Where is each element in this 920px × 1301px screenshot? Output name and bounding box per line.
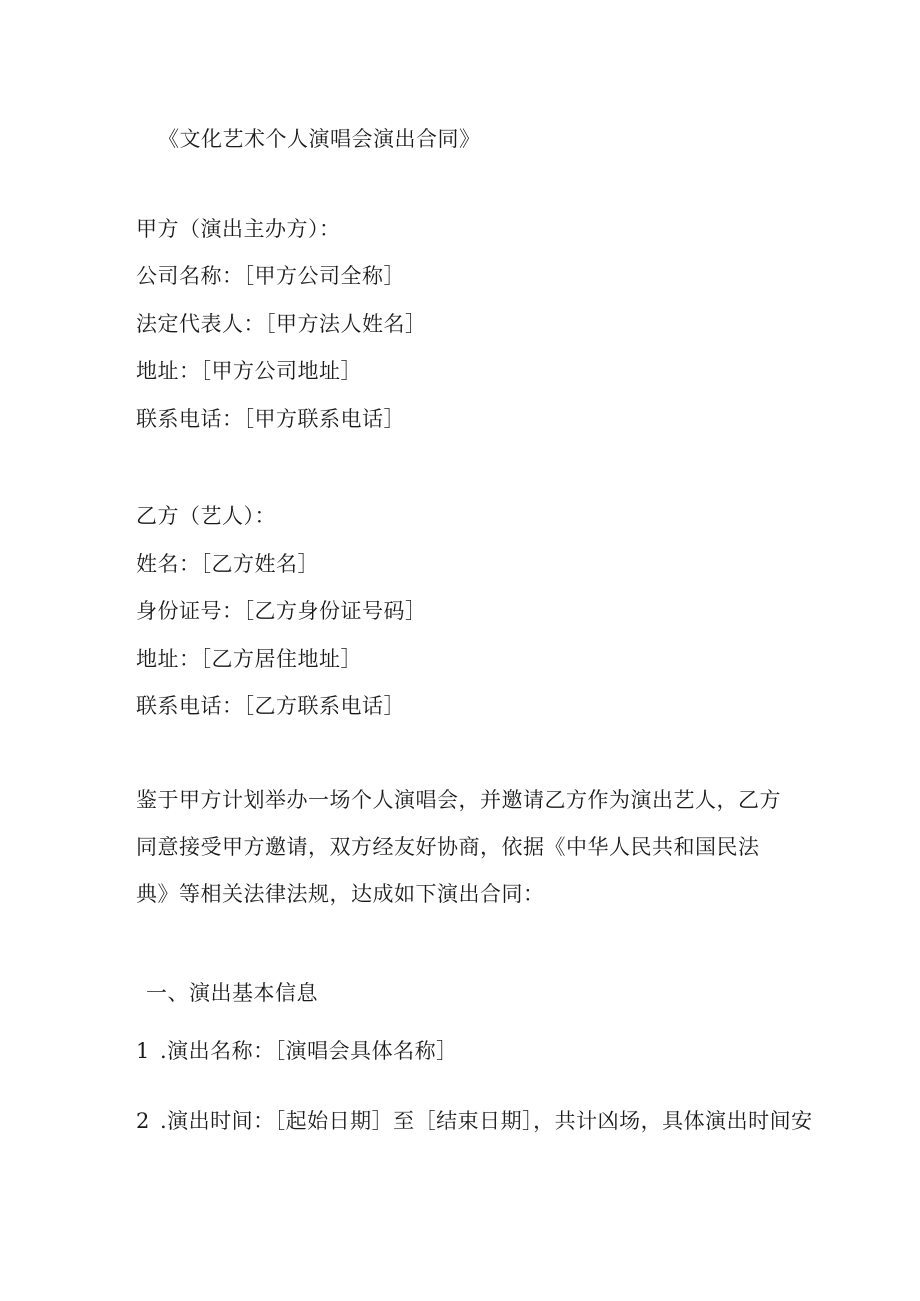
- item-text: .演出名称：［演唱会具体名称］: [160, 1039, 458, 1063]
- party-b-heading: 乙方（艺人）：: [136, 504, 276, 528]
- item-text: .演出时间：［起始日期］至［结束日期］，共计凶场，具体演出时间安: [160, 1109, 813, 1133]
- section-1-item: [136, 1108, 813, 1134]
- party-a-phone: 联系电话：［甲方联系电话］: [136, 407, 405, 431]
- item-number: 2: [136, 1109, 150, 1133]
- section-1-heading: 一、演出基本信息: [146, 981, 318, 1005]
- party-b-address: 地址：［乙方居住地址］: [136, 647, 362, 671]
- party-b-name: 姓名：［乙方姓名］: [136, 552, 319, 576]
- item-number: 1: [136, 1039, 150, 1063]
- party-a-address: 地址：［甲方公司地址］: [136, 359, 362, 383]
- party-b-phone: 联系电话：［乙方联系电话］: [136, 694, 405, 718]
- party-a-company: 公司名称：［甲方公司全称］: [136, 264, 405, 288]
- preamble-paragraph: 鉴于甲方计划举办一场个人演唱会，并邀请乙方作为演出艺人，乙方同意接受甲方邀请，双方经友好协商，依据《中华人民共和国民法典》等相关法律法规，达成如下演出合同：: [136, 788, 781, 906]
- document-title: 《文化艺术个人演唱会演出合同》: [158, 127, 481, 151]
- party-a-heading: 甲方（演出主办方）：: [136, 217, 341, 241]
- party-b-id-number: 身份证号：［乙方身份证号码］: [136, 599, 427, 623]
- party-a-representative: 法定代表人：［甲方法人姓名］: [136, 312, 427, 336]
- section-1-item: [136, 1038, 458, 1064]
